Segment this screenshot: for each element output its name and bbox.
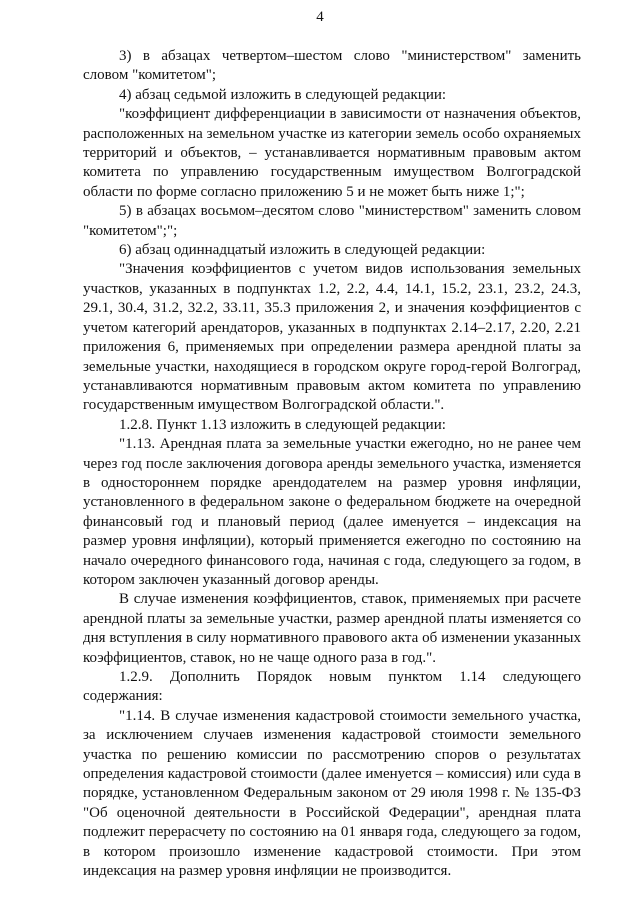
paragraph-sub3: 3) в абзацах четвертом–шестом слово "министерством" заменить словом "комитетом"; <box>83 48 581 84</box>
paragraph-1-14: "1.14. В случае изменения кадастровой стоимости земельного участка, за исключением случаев изменения кадастровой стоимости земельного участка по решению комиссии по рассмотрению споров о результатах определения кадастровой стоимости (далее именуется – комиссия) или суда в порядке, установленном Федеральным законом от 29 июля 1998 г. № 135-ФЗ "Об оценочной деятельности в Российской Федерации", арендная плата подлежит перерасчету по состоянию на 01 января года, следующего за годом, в котором произошло изменение кадастровой стоимости. При этом индексация на размер уровня инфляции не производится. <box>83 707 581 880</box>
paragraph-sub6-text: "Значения коэффициентов с учетом видов использования земельных участков, указанных в подпунктах 1.2, 2.2, 4.4, 14.1, 15.2, 23.1, 23.2, 24.3, 29.1, 30.4, 31.2, 32.2, 33.11, 35.3 приложения 2, и значения коэффициентов с учетом категорий арендаторов, указанных в подпунктах 2.14–2.17, 2.20, 2.21 приложения 6, применяемых при определении размера арендной платы за земельные участки, находящиеся в городском округе город-герой Волгоград, устанавливаются нормативным правовым актом комитета по управлению государственным имуществом Волгоградской области.". <box>83 261 581 414</box>
paragraph-sub5: 5) в абзацах восьмом–десятом слово "министерством" заменить словом "комитетом";"; <box>83 203 581 239</box>
document-body <box>83 47 581 881</box>
paragraph-1-2-8: 1.2.8. Пункт 1.13 изложить в следующей редакции: <box>119 416 446 433</box>
paragraph-1-13: "1.13. Арендная плата за земельные участки ежегодно, но не ранее чем через год после заключения договора аренды земельного участка, изменяется в одностороннем порядке арендодателем на размер уровня инфляции, установленного в федеральном законе о федеральном бюджете на очередной финансовый год и плановый период (далее именуется – индексация на размер уровня инфляции), который применяется ежегодно по состоянию на начало очередного финансового года, начиная с года, следующего за годом, в котором заключен указанный договор аренды. <box>83 436 581 588</box>
paragraph-sub6: 6) абзац одиннадцатый изложить в следующей редакции: <box>119 242 486 259</box>
page-number: 4 <box>316 9 324 25</box>
paragraph-sub4: 4) абзац седьмой изложить в следующей редакции: <box>119 86 447 103</box>
paragraph-1-2-9: 1.2.9. Дополнить Порядок новым пунктом 1.14 следующего содержания: <box>83 669 581 705</box>
paragraph-1-13-cont: В случае изменения коэффициентов, ставок, применяемых при расчете арендной платы за земельные участки, размер арендной платы изменяется со дня вступления в силу нормативного правового акта об изменении указанных коэффициентов, ставок, но не чаще одного раза в год.". <box>83 591 581 666</box>
paragraph-sub4-text: "коэффициент дифференциации в зависимости от назначения объектов, расположенных на земельном участке из категории земель особо охраняемых территорий и объектов, – устанавливается нормативным правовым актом комитета по управлению государственным имуществом Волгоградской области по форме согласно приложению 5 и не может быть ниже 1;"; <box>83 106 581 200</box>
